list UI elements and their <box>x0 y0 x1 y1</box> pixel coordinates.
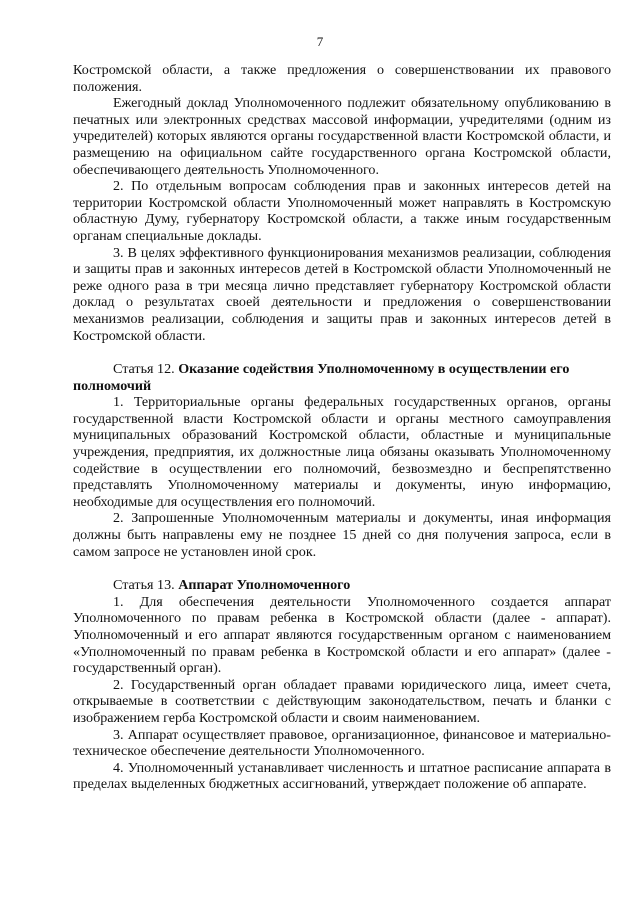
page-number: 7 <box>316 34 324 49</box>
article-13-heading <box>73 577 611 594</box>
paragraph: 1. Для обеспечения деятельности Уполномоченного создается аппарат Уполномоченного по правам ребенка в Костромской области (далее - аппарат). Уполномоченный и его аппарат являются государственным органом с наименованием «Уполномоченный по правам ребенка в Костромской области и его аппарат» (далее - государственный орган). <box>73 593 611 677</box>
article-12-prefix: Статья 12. <box>113 361 175 378</box>
paragraph: Костромской области, а также предложения о совершенствовании их правового положения. <box>73 62 611 95</box>
article-13-prefix: Статья 13. <box>113 577 175 594</box>
paragraph: 3. Аппарат осуществляет правовое, организационное, финансовое и материально-техническое обеспечение деятельности Уполномоченного. <box>73 726 611 760</box>
article-12-heading <box>73 361 611 394</box>
paragraph: 2. По отдельным вопросам соблюдения прав и законных интересов детей на территории Костромской области Уполномоченный может направлять в Костромскую областную Думу, губернатору Костромской области, а также иным государственным органам специальные доклады. <box>73 178 611 244</box>
paragraph: 3. В целях эффективного функционирования механизмов реализации, соблюдения и защиты прав и законных интересов детей в Костромской области Уполномоченный не реже одного раза в три месяца лично представляет губернатору Костромской области доклад о результатах своей деятельности и предложения о совершенствовании механизмов реализации, соблюдения и защиты прав и законных интересов детей в Костромской области. <box>73 244 611 344</box>
article-12-title: Оказание содействия Уполномоченному в осуществлении его полномочий <box>73 361 570 394</box>
paragraph: 2. Запрошенные Уполномоченным материалы и документы, иная информация должны быть направлены ему не позднее 15 дней со дня получения запроса, если в самом запросе не установлен иной срок. <box>73 510 611 560</box>
paragraph: 4. Уполномоченный устанавливает численность и штатное расписание аппарата в пределах выделенных бюджетных ассигнований, утверждает положение об аппарате. <box>73 759 611 793</box>
paragraph: 2. Государственный орган обладает правами юридического лица, имеет счета, открываемые в соответствии с действующим законодательством, печать и бланки с изображением герба Костромской области и своим наименованием. <box>73 676 611 726</box>
paragraph: Ежегодный доклад Уполномоченного подлежит обязательному опубликованию в печатных или электронных средствах массовой информации, учредителями (одним из учредителей) которых являются органы государственной власти Костромской области, и размещению на официальном сайте государственного органа Костромской области, обеспечивающего деятельность Уполномоченного. <box>73 95 611 178</box>
document-body <box>73 62 611 793</box>
paragraph: 1. Территориальные органы федеральных государственных органов, органы государственной власти Костромской области и органы местного самоуправления муниципальных образований Костромской области, областные и муниципальные учреждения, предприятия, их должностные лица обязаны оказывать Уполномоченному содействие в осуществлении его полномочий, безвозмездно и беспрепятственно представлять Уполномоченному материалы и документы, иную информацию, необходимые для осуществления его полномочий. <box>73 394 611 510</box>
article-13-title: Аппарат Уполномоченного <box>178 577 351 594</box>
